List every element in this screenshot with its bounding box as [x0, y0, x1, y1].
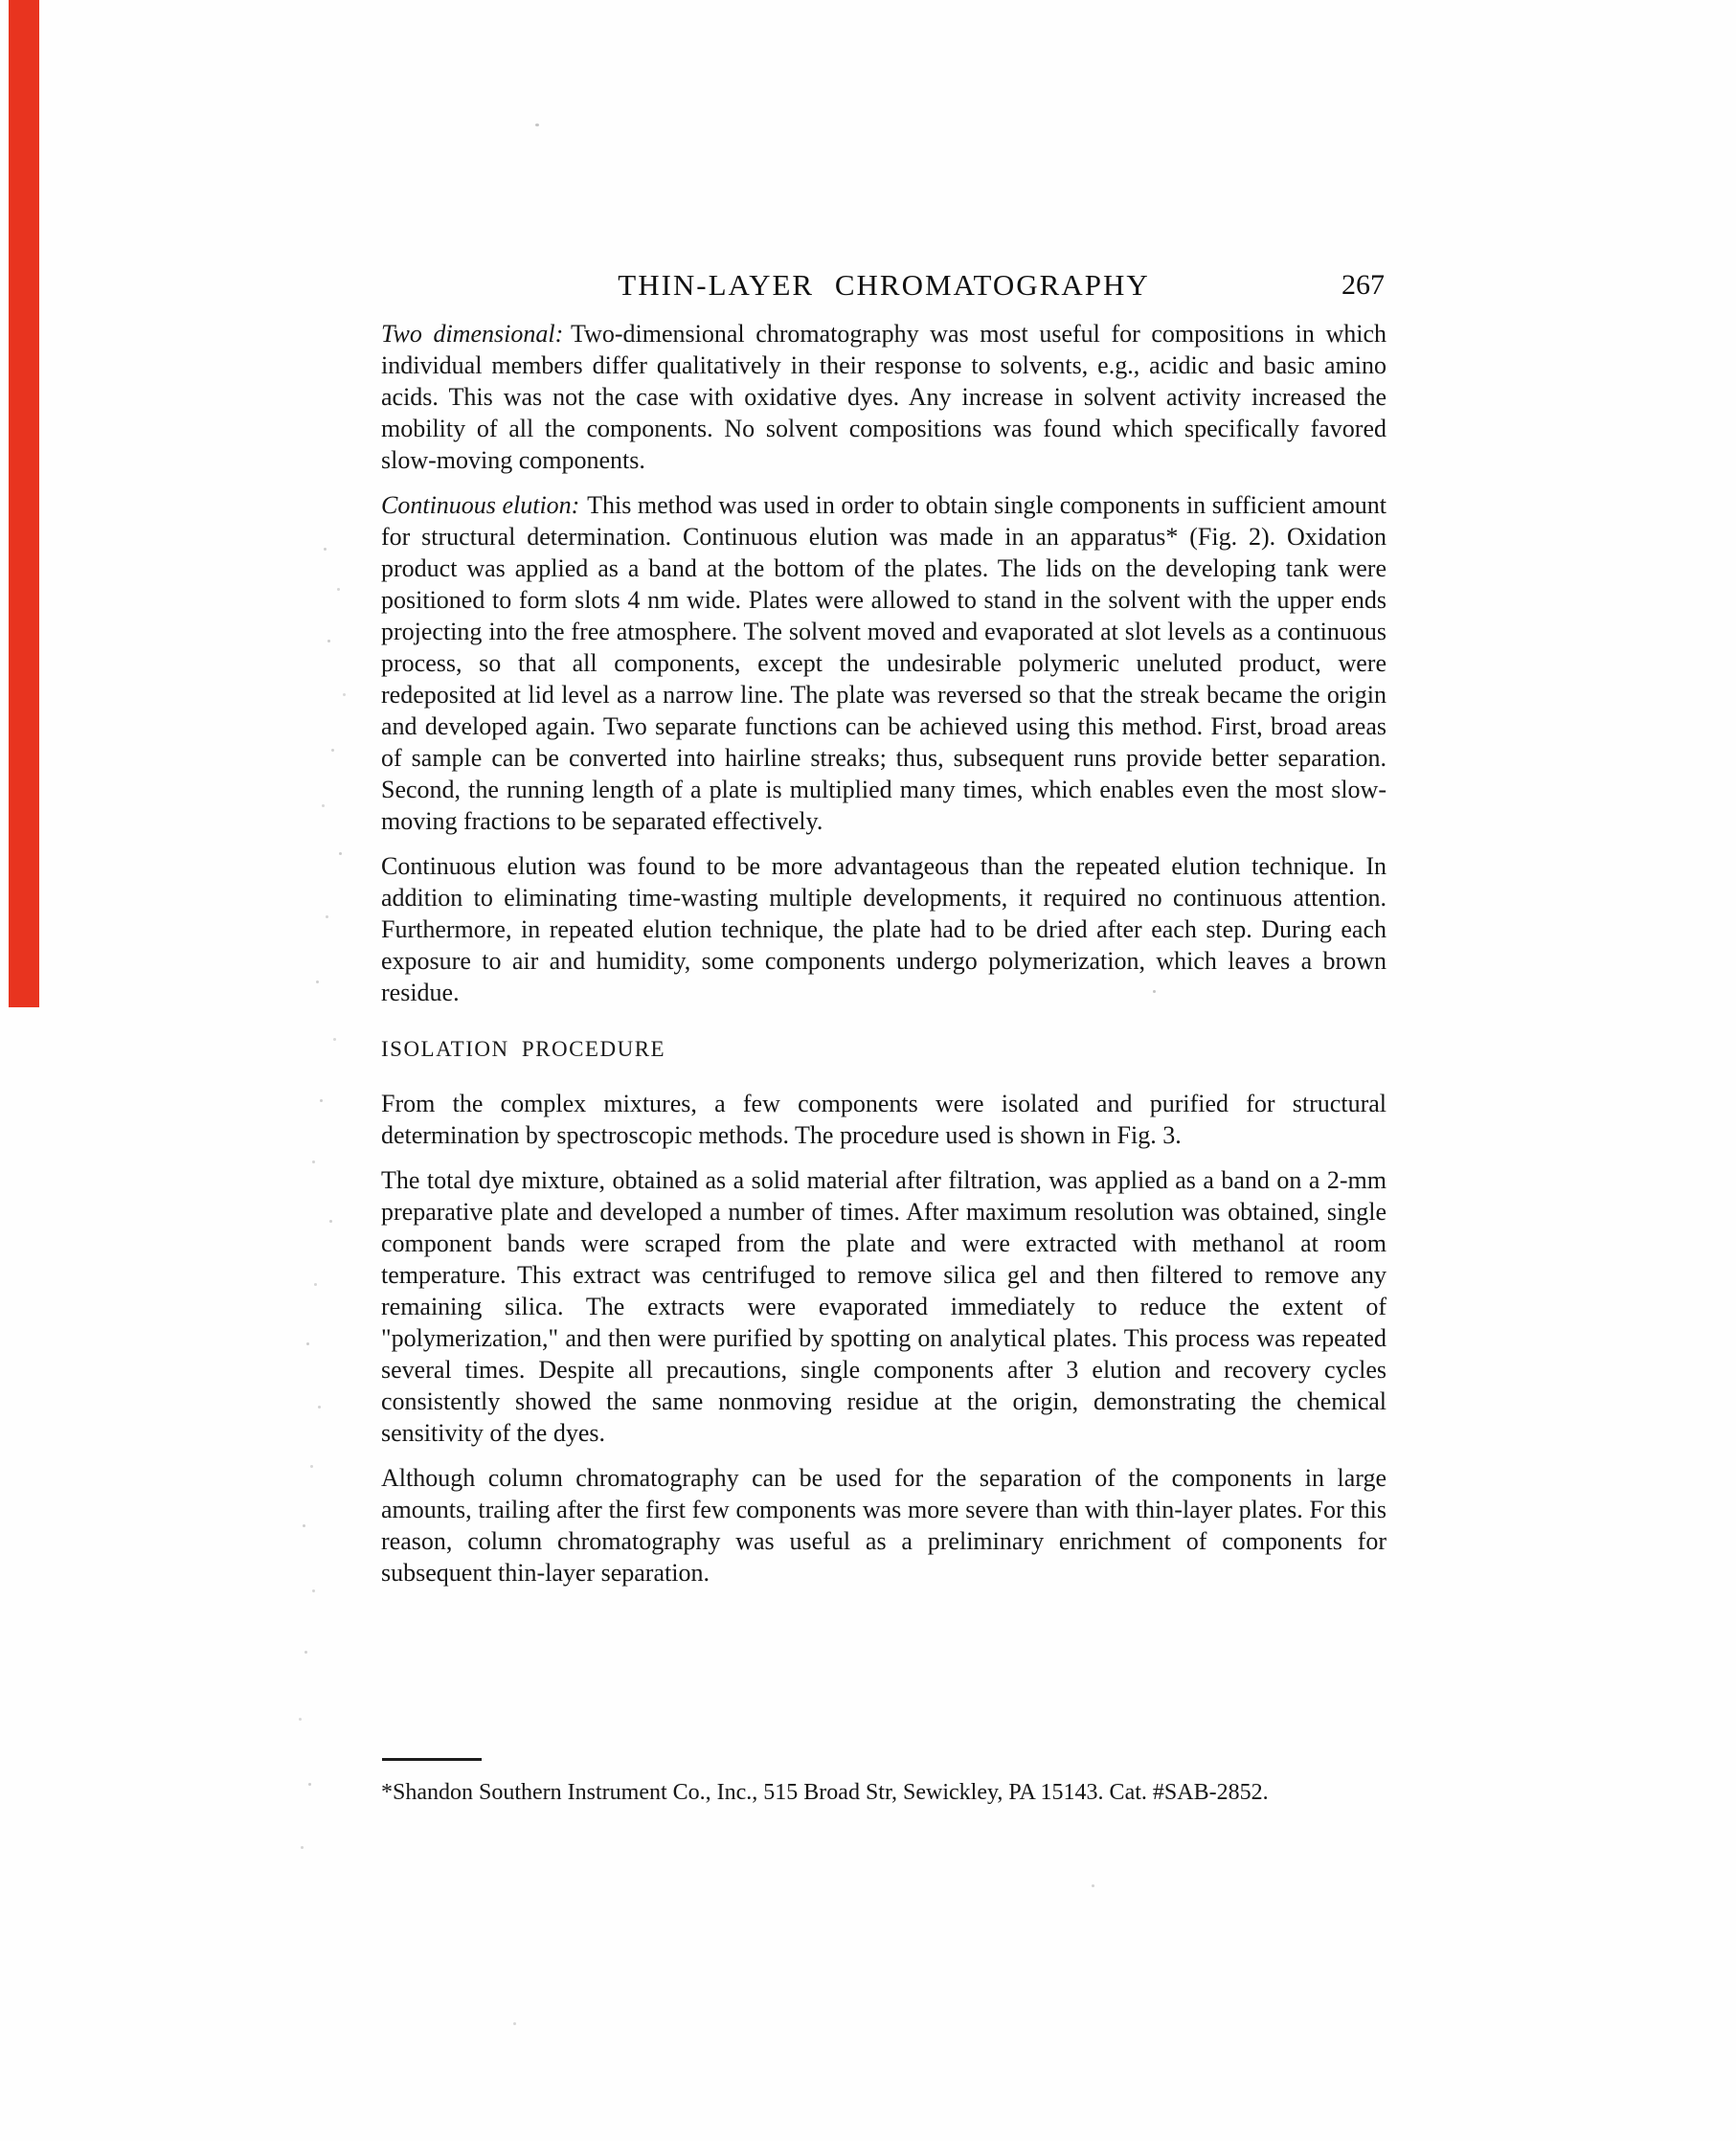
page-number: 267: [1341, 269, 1385, 301]
footnote-rule: [382, 1758, 482, 1761]
paragraph-text: Two-dimensional chromatography was most useful for compositions in which individual members differ qualitatively in their response to solvents, e.g., acidic and basic amino acids. This was not the case with oxidative dyes. Any increase in solvent activity increased the mobility of all the components. No solvent compositions was found which specifically favored slow-moving components.: [381, 320, 1387, 474]
footnote: [381, 1758, 1387, 1807]
scan-speck: [1092, 1884, 1094, 1887]
footnote-text: *Shandon Southern Instrument Co., Inc., 515 Broad Str, Sewickley, PA 15143. Cat. #SAB-2852.: [381, 1780, 1269, 1805]
red-spine-stripe: [9, 0, 39, 1007]
scan-speck: [1153, 990, 1156, 993]
paragraph: [381, 318, 1387, 476]
paragraph: [381, 489, 1387, 837]
page-title: THIN-LAYER CHROMATOGRAPHY: [618, 268, 1150, 302]
paragraph: From the complex mixtures, a few components were isolated and purified for structural determination by spectroscopic methods. The procedure used is shown in Fig. 3.: [381, 1090, 1387, 1149]
paragraph-lead: Two dimensional:: [381, 320, 564, 348]
section-heading: ISOLATION PROCEDURE: [381, 1037, 666, 1061]
paragraph-lead: Continuous elution:: [381, 491, 580, 519]
paragraph-text: This method was used in order to obtain single components in sufficient amount for structural determination. Continuous elution was made in an apparatus* (Fig. 2). Oxidation product was applied as a band at the bottom of the plates. The lids on the developing tank were positioned to form slots 4 nm wide. Plates were allowed to stand in the solvent with the upper ends projecting into the free atmosphere. The solvent moved and evaporated at slot levels as a continuous process, so that all components, except the undesirable polymeric uneluted product, were redeposited at lid level as a narrow line. The plate was reversed so that the streak became the origin and developed again. Two separate functions can be achieved using this method. First, broad areas of sample can be converted into hairline streaks; thus, subsequent runs provide better separation. Second, the running length of a plate is multiplied many times, which enables even the most slow-moving fractions to be separated effectively.: [381, 491, 1387, 835]
scan-speck: [535, 124, 539, 126]
paragraph: Although column chromatography can be used for the separation of the components in large amounts, trailing after the first few components was more severe than with thin-layer plates. For this reason, column chromatography was useful as a preliminary enrichment of components for subsequent thin-layer separation.: [381, 1464, 1387, 1587]
margin-scan-noise: [324, 548, 327, 551]
running-head: [381, 268, 1387, 306]
body-text: [381, 318, 1387, 1602]
paragraph: The total dye mixture, obtained as a solid material after filtration, was applied as a band on a 2-mm preparative plate and developed a number of times. After maximum resolution was obtained, single component bands were scraped from the plate and were extracted with methanol at room temperature. This extract was centrifuged to remove silica gel and then filtered to remove any remaining silica. The extracts were evaporated immediately to reduce the extent of "polymerization," and then were purified by spotting on analytical plates. This process was repeated several times. Despite all precautions, single components after 3 elution and recovery cycles consistently showed the same nonmoving residue at the origin, demonstrating the chemical sensitivity of the dyes.: [381, 1166, 1387, 1447]
paragraph: Continuous elution was found to be more advantageous than the repeated elution technique. In addition to eliminating time-wasting multiple developments, it required no continuous attention. Furthermore, in repeated elution technique, the plate had to be dried after each step. During each exposure to air and humidity, some components undergo polymerization, which leaves a brown residue.: [381, 852, 1387, 1006]
scan-speck: [513, 2022, 516, 2025]
